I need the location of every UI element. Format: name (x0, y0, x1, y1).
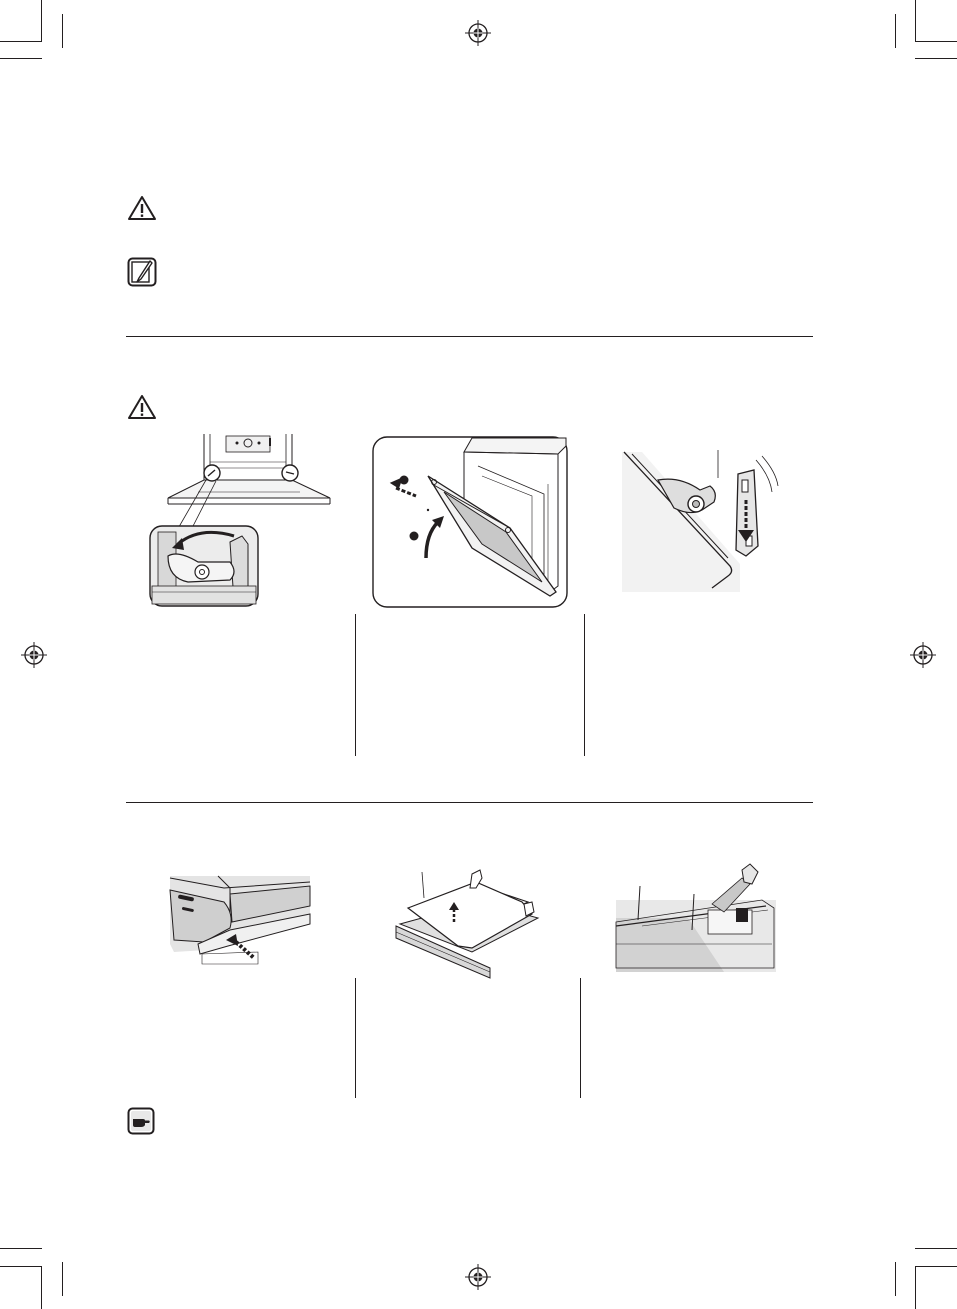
column-divider (580, 978, 581, 1098)
door-trim-press-illustration (168, 874, 310, 966)
glass-panel-removal-illustration (392, 868, 542, 982)
registration-mark-icon (465, 1264, 491, 1290)
section-divider (126, 336, 813, 337)
column-divider (355, 614, 356, 756)
warning-triangle-icon (127, 195, 157, 221)
door-lift-out-illustration (372, 436, 568, 608)
registration-mark-icon (910, 642, 936, 668)
pointing-hand-icon (127, 1107, 155, 1135)
section-divider (126, 802, 813, 803)
registration-mark-icon (21, 642, 47, 668)
registration-mark-icon (465, 20, 491, 46)
door-hinge-lever-illustration (138, 432, 338, 610)
note-pencil-icon (127, 257, 157, 287)
warning-triangle-icon (127, 394, 157, 420)
glass-panels-callout-illustration (612, 864, 778, 972)
column-divider (584, 614, 585, 756)
hinge-lock-illustration (620, 446, 780, 592)
column-divider (355, 978, 356, 1098)
